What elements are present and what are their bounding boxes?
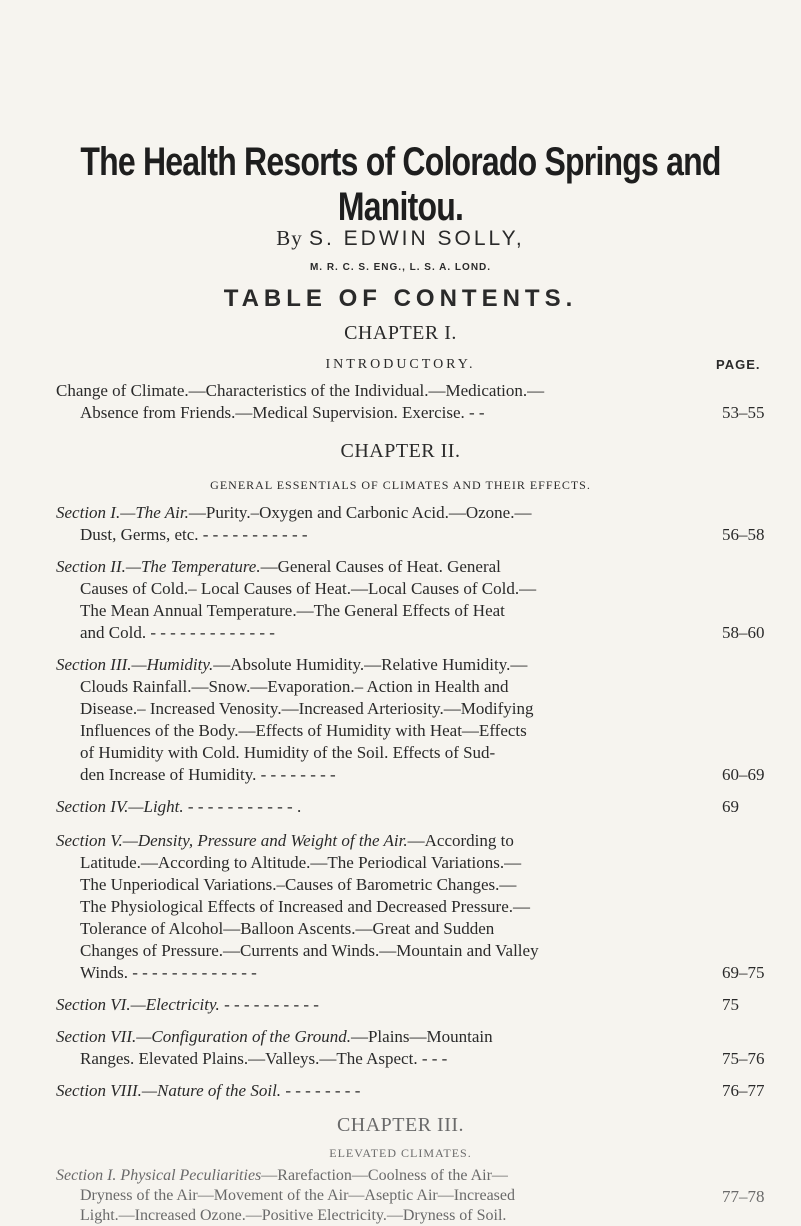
entry-line: The Physiological Effects of Increased and Decreased Pressure.— bbox=[80, 897, 531, 916]
entry-pages: 53–55 bbox=[722, 403, 765, 422]
entry-line: Absence from Friends.—Medical Supervision. Exercise. - - bbox=[80, 403, 485, 422]
entry-pages: 75–76 bbox=[722, 1049, 765, 1068]
section-heading: Section II.—The Temperature. bbox=[56, 557, 261, 576]
entry-pages: 76–77 bbox=[722, 1081, 765, 1100]
entry-pages: 69–75 bbox=[722, 963, 765, 982]
entry-pages: 60–69 bbox=[722, 765, 765, 784]
section-heading: Section III.—Humidity. bbox=[56, 655, 214, 674]
book-title: The Health Resorts of Colorado Springs and Manitou. bbox=[80, 140, 721, 229]
entry-line: —Purity.–Oxygen and Carbonic Acid.—Ozone.— bbox=[188, 503, 532, 522]
entry-line: Clouds Rainfall.—Snow.—Evaporation.– Action in Health and bbox=[80, 677, 509, 696]
toc-entry bbox=[56, 380, 706, 424]
entry-line: Latitude.—According to Altitude.—The Periodical Variations.— bbox=[80, 853, 522, 872]
section-heading: Section I.—The Air. bbox=[56, 503, 189, 522]
entry-line: Disease.– Increased Venosity.—Increased Arteriosity.—Modifying bbox=[80, 699, 534, 718]
toc-entry bbox=[56, 502, 706, 546]
entry-line: and Cold. - - - - - - - - - - - - - bbox=[80, 623, 275, 642]
entry-line: - - - - - - - - bbox=[281, 1081, 361, 1100]
byline bbox=[0, 226, 801, 251]
toc-entry bbox=[56, 1080, 706, 1102]
author-degrees: M. R. C. S. ENG., L. S. A. LOND. bbox=[309, 262, 492, 273]
entry-line: Dryness of the Air—Movement of the Air—Aseptic Air—Increased bbox=[80, 1187, 516, 1204]
entry-line: of Humidity with Cold. Humidity of the Soil. Effects of Sud- bbox=[80, 743, 496, 762]
entry-pages: 56–58 bbox=[722, 525, 765, 544]
toc-entry bbox=[56, 654, 706, 786]
entry-line: Dust, Germs, etc. - - - - - - - - - - - bbox=[80, 525, 308, 544]
chapter-1-subtitle: INTRODUCTORY. bbox=[325, 357, 476, 372]
entry-line: - - - - - - - - - - - . bbox=[183, 797, 302, 816]
chapter-2-label: CHAPTER II. bbox=[340, 440, 461, 462]
section-heading: Section V.—Density, Pressure and Weight of the Air. bbox=[56, 831, 408, 850]
entry-line: —Plains—Mountain bbox=[350, 1027, 493, 1046]
chapter-1-label: CHAPTER I. bbox=[344, 322, 457, 344]
chapter-2-subtitle: GENERAL ESSENTIALS OF CLIMATES AND THEIR EFFECTS. bbox=[210, 478, 591, 492]
chapter-3-subtitle: ELEVATED CLIMATES. bbox=[329, 1146, 472, 1160]
toc-entry bbox=[56, 994, 706, 1016]
entry-line: Ranges. Elevated Plains.—Valleys.—The Aspect. - - - bbox=[80, 1049, 448, 1068]
entry-pages: 77–78 bbox=[722, 1187, 765, 1206]
toc-entry bbox=[56, 796, 706, 818]
toc-entry bbox=[56, 556, 706, 644]
section-heading: Section VI.—Electricity. bbox=[56, 995, 220, 1014]
entry-line: The Mean Annual Temperature.—The General Effects of Heat bbox=[80, 601, 505, 620]
entry-line: den Increase of Humidity. - - - - - - - - bbox=[80, 765, 336, 784]
entry-line: Light.—Increased Ozone.—Positive Electricity.—Dryness of Soil. bbox=[80, 1207, 507, 1224]
section-heading: Section I. Physical Peculiarities bbox=[56, 1167, 262, 1184]
toc-heading: TABLE OF CONTENTS. bbox=[223, 285, 578, 312]
page-column-label: PAGE. bbox=[716, 357, 761, 372]
section-heading: Section IV.—Light. bbox=[56, 797, 184, 816]
entry-line: —Absolute Humidity.—Relative Humidity.— bbox=[213, 655, 528, 674]
toc-entry bbox=[56, 1166, 706, 1226]
entry-pages: 75 bbox=[722, 995, 739, 1014]
entry-line: Changes of Pressure.—Currents and Winds.—Mountain and Valley bbox=[80, 941, 539, 960]
entry-line: - - - - - - - - - - bbox=[219, 995, 319, 1014]
entry-line: —According to bbox=[407, 831, 514, 850]
entry-pages: 69 bbox=[722, 797, 739, 816]
entry-line: Change of Climate.—Characteristics of the Individual.—Medication.— bbox=[56, 381, 545, 400]
entry-line: —Rarefaction—Coolness of the Air— bbox=[261, 1167, 508, 1184]
chapter-3-label: CHAPTER III. bbox=[336, 1114, 465, 1136]
byline-prefix: By bbox=[276, 226, 303, 250]
toc-entry bbox=[56, 830, 706, 984]
entry-line: Tolerance of Alcohol—Balloon Ascents.—Great and Sudden bbox=[80, 919, 495, 938]
entry-line: Winds. - - - - - - - - - - - - - bbox=[80, 963, 257, 982]
entry-line: Causes of Cold.– Local Causes of Heat.—Local Causes of Cold.— bbox=[80, 579, 537, 598]
entry-line: —General Causes of Heat. General bbox=[260, 557, 501, 576]
author-name: S. EDWIN SOLLY, bbox=[308, 227, 525, 250]
entry-line: Influences of the Body.—Effects of Humidity with Heat—Effects bbox=[80, 721, 527, 740]
section-heading: Section VIII.—Nature of the Soil. bbox=[56, 1081, 282, 1100]
toc-entry bbox=[56, 1026, 706, 1070]
entry-pages: 58–60 bbox=[722, 623, 765, 642]
section-heading: Section VII.—Configuration of the Ground. bbox=[56, 1027, 351, 1046]
entry-line: The Unperiodical Variations.–Causes of Barometric Changes.— bbox=[80, 875, 517, 894]
